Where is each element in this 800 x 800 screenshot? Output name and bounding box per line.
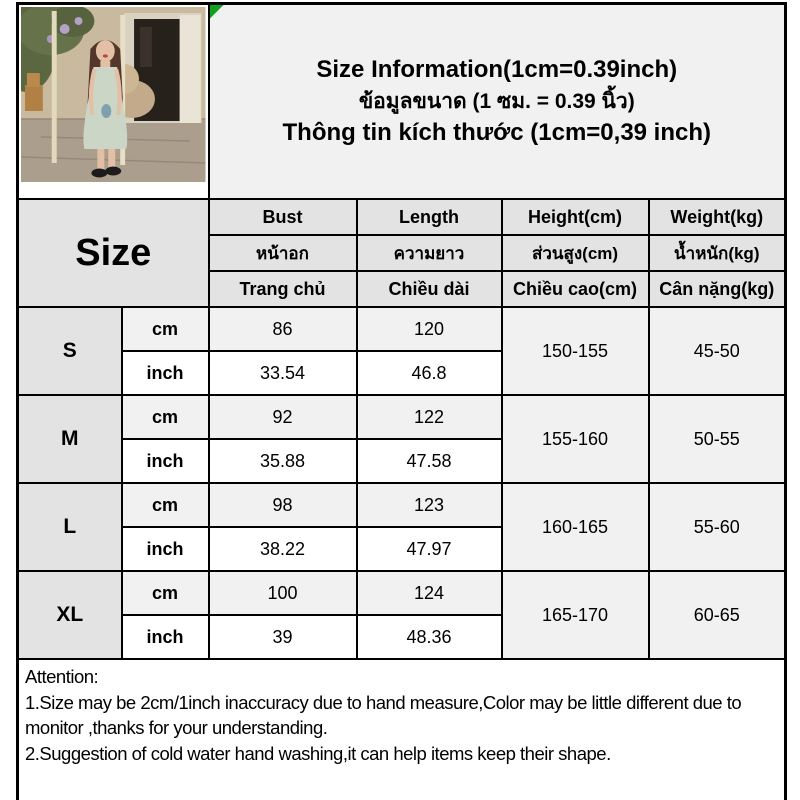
length-cm-m: 122 bbox=[357, 395, 502, 439]
title-thai: ข้อมูลขนาด (1 ซม. = 0.39 นิ้ว) bbox=[358, 89, 635, 113]
title-english: Size Information(1cm=0.39inch) bbox=[316, 55, 678, 83]
bust-inch-s: 33.54 bbox=[209, 351, 357, 395]
size-header-label: Size bbox=[75, 231, 152, 274]
table-row-l-cm bbox=[18, 483, 786, 527]
product-photo bbox=[21, 7, 206, 182]
col-header-length-vi: Chiều dài bbox=[357, 271, 502, 307]
model-photo-illustration bbox=[21, 7, 206, 182]
table-row-s-cm bbox=[18, 307, 786, 351]
height-l: 160-165 bbox=[502, 483, 649, 571]
size-label-m: M bbox=[18, 395, 122, 483]
length-inch-xl: 48.36 bbox=[357, 615, 502, 659]
col-header-length-en: Length bbox=[357, 199, 502, 235]
col-header-height-en: Height(cm) bbox=[502, 199, 649, 235]
height-xl: 165-170 bbox=[502, 571, 649, 659]
bust-inch-l: 38.22 bbox=[209, 527, 357, 571]
length-inch-s: 46.8 bbox=[357, 351, 502, 395]
col-header-height-th: ส่วนสูง(cm) bbox=[502, 235, 649, 271]
unit-inch-label: inch bbox=[122, 615, 209, 659]
weight-m: 50-55 bbox=[649, 395, 786, 483]
height-s: 150-155 bbox=[502, 307, 649, 395]
attention-text bbox=[25, 664, 778, 766]
size-label-l: L bbox=[18, 483, 122, 571]
bust-cm-m: 92 bbox=[209, 395, 357, 439]
size-chart-table bbox=[16, 2, 787, 800]
col-header-weight-vi: Cân nặng(kg) bbox=[649, 271, 786, 307]
size-label-xl: XL bbox=[18, 571, 122, 659]
length-inch-m: 47.58 bbox=[357, 439, 502, 483]
bust-cm-s: 86 bbox=[209, 307, 357, 351]
weight-xl: 60-65 bbox=[649, 571, 786, 659]
unit-inch-label: inch bbox=[122, 351, 209, 395]
comment-marker-triangle bbox=[210, 5, 224, 19]
col-header-weight-en: Weight(kg) bbox=[649, 199, 786, 235]
weight-l: 55-60 bbox=[649, 483, 786, 571]
size-label-s: S bbox=[18, 307, 122, 395]
length-inch-l: 47.97 bbox=[357, 527, 502, 571]
col-header-height-vi: Chiều cao(cm) bbox=[502, 271, 649, 307]
attention-line-1: 1.Size may be 2cm/1inch inaccuracy due to hand measure,Color may be little different due to monitor ,thanks for your understanding. bbox=[25, 691, 742, 739]
length-cm-s: 120 bbox=[357, 307, 502, 351]
col-header-bust-vi: Trang chủ bbox=[209, 271, 357, 307]
product-photo-cell bbox=[18, 4, 209, 200]
title-row bbox=[18, 4, 786, 200]
unit-inch-label: inch bbox=[122, 439, 209, 483]
bust-inch-xl: 39 bbox=[209, 615, 357, 659]
unit-inch-label: inch bbox=[122, 527, 209, 571]
table-row-xl-cm bbox=[18, 571, 786, 615]
attention-line-2: 2.Suggestion of cold water hand washing,it can help items keep their shape. bbox=[25, 742, 611, 764]
header-row-english bbox=[18, 199, 786, 235]
unit-cm-label: cm bbox=[122, 571, 209, 615]
unit-cm-label: cm bbox=[122, 307, 209, 351]
col-header-length-th: ความยาว bbox=[357, 235, 502, 271]
length-cm-xl: 124 bbox=[357, 571, 502, 615]
bust-cm-l: 98 bbox=[209, 483, 357, 527]
attention-cell bbox=[18, 659, 786, 800]
col-header-bust-en: Bust bbox=[209, 199, 357, 235]
attention-row bbox=[18, 659, 786, 800]
bust-inch-m: 35.88 bbox=[209, 439, 357, 483]
table-row-m-cm bbox=[18, 395, 786, 439]
unit-cm-label: cm bbox=[122, 483, 209, 527]
size-header-cell bbox=[18, 199, 209, 307]
attention-heading: Attention: bbox=[25, 666, 99, 687]
title-vietnamese: Thông tin kích thước (1cm=0,39 inch) bbox=[282, 119, 712, 147]
length-cm-l: 123 bbox=[357, 483, 502, 527]
title-cell bbox=[209, 4, 786, 200]
unit-cm-label: cm bbox=[122, 395, 209, 439]
col-header-weight-th: น้ำหนัก(kg) bbox=[649, 235, 786, 271]
weight-s: 45-50 bbox=[649, 307, 786, 395]
height-m: 155-160 bbox=[502, 395, 649, 483]
bust-cm-xl: 100 bbox=[209, 571, 357, 615]
col-header-bust-th: หน้าอก bbox=[209, 235, 357, 271]
